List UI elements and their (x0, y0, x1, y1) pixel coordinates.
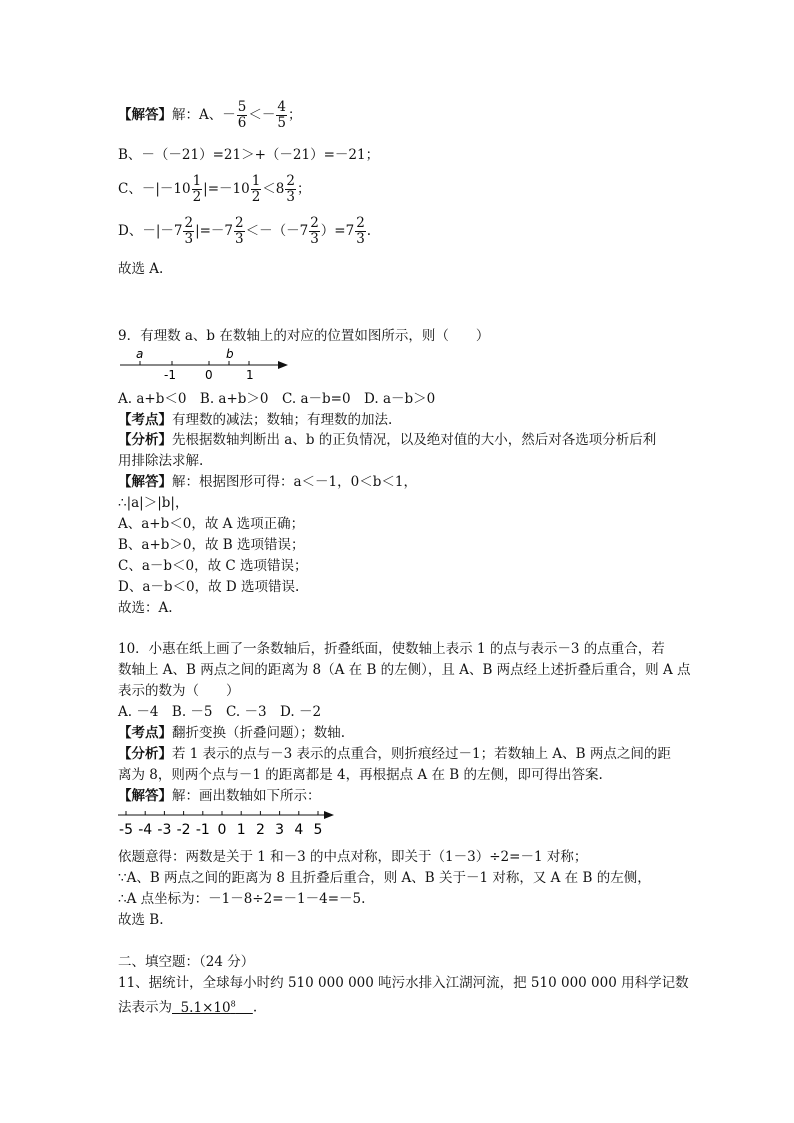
text: |=－7 (195, 223, 234, 239)
q9-jieda-6: D、a－b＜0，故 D 选项错误. (118, 579, 300, 595)
q9-number-line (118, 345, 290, 383)
jieda-tag: 【解答】 (118, 788, 172, 804)
text: 法表示为 (118, 999, 172, 1016)
q10-yiti-2: ∵A、B 两点之间的距离为 8 且折叠后重合，则 A、B 关于－1 对称，又 A 在 B 的左侧， (118, 870, 651, 886)
q10-yiti-1: 依题意得：两数是关于 1 和－3 的中点对称，即关于（1－3）÷2=－1 对称； (118, 849, 588, 865)
section-heading: 二、填空题：（24 分） (118, 954, 255, 970)
jieda-tag: 【解答】 (118, 474, 172, 490)
q11-line-2 (118, 995, 257, 1017)
axis-tick-label: -1 (195, 822, 210, 838)
q10-stem-3: 表示的数为（ ） (118, 683, 240, 699)
axis-tick-label: 1 (236, 822, 246, 838)
axis-tick-label: 2 (255, 822, 265, 838)
fraction: $\frac{2}{3}$ (235, 215, 244, 247)
q9-fenxi-1 (118, 431, 656, 449)
text: D、－|－7 (118, 223, 183, 239)
q10-conclusion: 故选 B. (118, 912, 164, 928)
q10-yiti-3: ∴A 点坐标为：－1－8÷2=－1－4=－5. (118, 891, 366, 907)
text: . (252, 999, 258, 1016)
q9-jieda-5: C、a－b＜0，故 C 选项错误； (118, 558, 308, 574)
axis-tick-label: -5 (119, 822, 133, 838)
axis-tick-label: -4 (138, 822, 153, 838)
q8-answer-line-d (118, 216, 371, 247)
axis-tick-label: 5 (313, 822, 323, 838)
q9-options: A. a+b＜0 B. a+b＞0 C. a－b=0 D. a－b＞0 (118, 391, 436, 407)
text: 解：画出数轴如下所示： (172, 788, 321, 804)
q9-jieda-3: A、a+b＜0，故 A 选项正确； (118, 516, 305, 532)
q9-conclusion: 故选：A. (118, 600, 173, 616)
kaodian-tag: 【考点】 (118, 412, 172, 428)
q10-stem-2: 数轴上 A、B 两点之间的距离为 8（A 在 B 的左侧），且 A、B 两点经上述折叠后重合，则 A 点 (118, 662, 691, 678)
text: ； (287, 107, 302, 123)
fenxi-tag: 【分析】 (118, 746, 172, 762)
q8-answer-line-c (118, 174, 310, 205)
text: 解：A、－ (172, 107, 236, 123)
text: 先根据数轴判断出 a、b 的正负情况，以及绝对值的大小，然后对各选项分析后利 (172, 432, 657, 448)
text: ）=7 (320, 223, 355, 239)
q8-answer-line-b: B、－（－21）=21＞+（－21）=－21； (118, 147, 380, 163)
q9-jieda-4: B、a+b＞0，故 B 选项错误； (118, 537, 305, 553)
fraction: $\frac{2}{3}$ (184, 215, 194, 247)
q9-kaodian (118, 411, 392, 429)
text: C、－|－10 (118, 181, 191, 197)
fraction: $\frac{2}{3}$ (356, 215, 365, 247)
text: |=－10 (203, 181, 250, 197)
q9-stem: 9．有理数 a、b 在数轴上的对应的位置如图所示，则（ ） (118, 328, 490, 344)
q10-options: A. －4 B. －5 C. －3 D. －2 (118, 704, 322, 720)
answer-tag: 【解答】 (118, 107, 172, 123)
text: ＜8 (262, 181, 285, 197)
q9-fenxi-2: 用排除法求解. (118, 453, 204, 469)
text: ＜－ (248, 107, 276, 123)
q9-jieda-1 (118, 473, 417, 491)
text: 翻折变换（折叠问题）；数轴. (172, 725, 346, 741)
axis-tick-label: -2 (176, 822, 191, 838)
q10-kaodian (118, 724, 345, 742)
answer-base: 5.1×10 (180, 999, 231, 1016)
fraction: $\frac{2}{3}$ (286, 173, 295, 205)
label-zero: 0 (205, 368, 213, 382)
text: . (366, 223, 372, 239)
fenxi-tag: 【分析】 (118, 432, 172, 448)
kaodian-tag: 【考点】 (118, 725, 172, 741)
q10-stem-1: 10．小惠在纸上画了一条数轴后，折叠纸面，使数轴上表示 1 的点与表示－3 的点重合，若 (118, 641, 665, 657)
answer-exponent: 8 (230, 999, 236, 1008)
label-a: a (136, 347, 144, 361)
q11-line-1: 11、据统计，全球每小时约 510 000 000 吨污水排入江湖河流，把 510 000 000 用科学记数 (118, 975, 689, 991)
q10-jieda-1 (118, 787, 321, 805)
fraction: $\frac{4}{5}$ (277, 99, 286, 131)
fraction: $\frac{5}{6}$ (237, 99, 247, 131)
label-b: b (226, 347, 234, 361)
label-minus-one: -1 (164, 368, 176, 382)
fraction: $\frac{1}{2}$ (251, 173, 261, 205)
q10-number-line (116, 806, 338, 842)
axis-tick-label: 0 (217, 822, 227, 838)
q11-answer-blank (172, 1000, 253, 1016)
q8-conclusion: 故选 A. (118, 261, 164, 277)
q9-jieda-2: ∴|a|＞|b|， (118, 495, 189, 511)
text: 解：根据图形可得：a＜－1，0＜b＜1， (172, 474, 417, 490)
axis-tick-label: 4 (294, 822, 304, 838)
text: ； (296, 181, 311, 197)
q10-fenxi-2: 离为 8，则两个点与－1 的距离都是 4，再根据点 A 在 B 的左侧，即可得出答案. (118, 767, 603, 783)
axis-tick-label: -3 (157, 822, 172, 838)
text: 若 1 表示的点与－3 表示的点重合，则折痕经过－1；若数轴上 A、B 两点之间的距 (172, 746, 671, 762)
text: ＜－（－7 (245, 223, 309, 239)
arrow-icon (278, 361, 288, 369)
fraction: $\frac{2}{3}$ (310, 215, 319, 247)
text: 有理数的减法；数轴；有理数的加法. (172, 412, 393, 428)
q8-answer-line-a (118, 100, 301, 131)
axis-tick-label: 3 (275, 822, 285, 838)
label-one: 1 (246, 368, 254, 382)
fraction: $\frac{1}{2}$ (192, 173, 202, 205)
q10-fenxi-1 (118, 745, 671, 763)
arrow-icon (324, 811, 334, 819)
